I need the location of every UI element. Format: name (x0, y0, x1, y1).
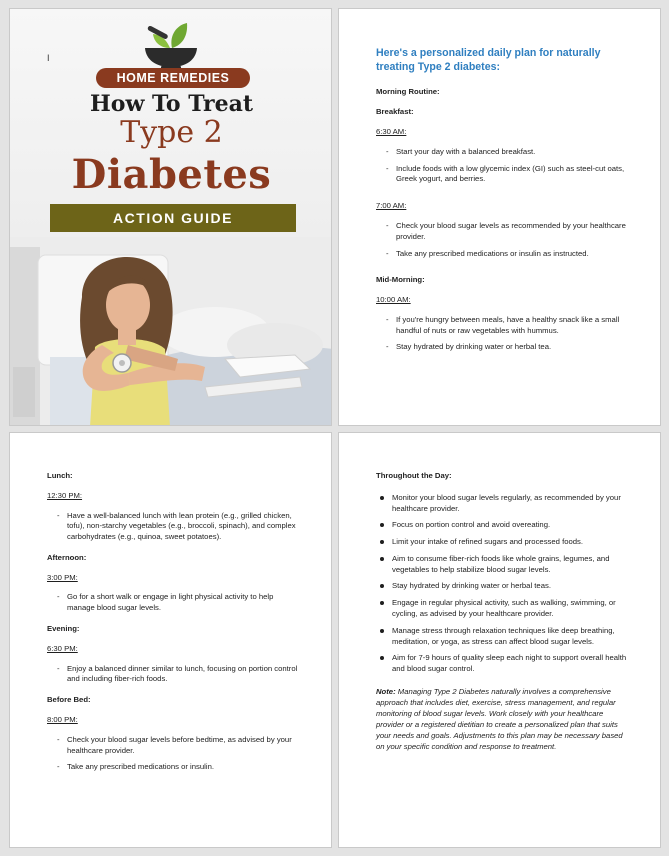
section-heading: Morning Routine: (376, 86, 440, 96)
section-heading: Afternoon: (47, 552, 87, 562)
list-item: - Check your blood sugar levels as recommended by your healthcare provider. (386, 221, 630, 243)
woman-glucose-monitor-illustration (10, 237, 332, 426)
plan-intro-heading: Here's a personalized daily plan for naturally treating Type 2 diabetes: (376, 47, 601, 73)
time-label: 6:30 PM: (47, 643, 78, 653)
list-item: - Stay hydrated by drinking water or herbal tea. (386, 342, 630, 353)
cover-title-line1: How To Treat (89, 91, 253, 117)
time-label: 3:00 PM: (47, 572, 78, 582)
action-guide-bar: ACTION GUIDE (50, 204, 296, 232)
note-paragraph (376, 687, 630, 753)
cover-page (9, 8, 332, 426)
section-heading: Evening: (47, 624, 80, 634)
list-item: - If you're hungry between meals, have a healthy snack like a small handful of nuts or raw vegetables with hummus. (386, 315, 630, 337)
time-label: 12:30 PM: (47, 490, 83, 500)
list-item: Monitor your blood sugar levels regularly, as recommended by your healthcare provider. (376, 493, 630, 515)
list-item: - Take any prescribed medications or insulin. (57, 762, 301, 773)
page-content (47, 471, 301, 783)
time-label: 8:00 PM: (47, 714, 78, 724)
time-label: 6:30 AM: (376, 127, 407, 137)
section-heading: Throughout the Day: (376, 471, 452, 480)
list-item: Limit your intake of refined sugars and processed foods. (376, 537, 630, 548)
list-item: - Check your blood sugar levels before bedtime, as advised by your healthcare provider. (57, 735, 301, 757)
item-list (386, 221, 630, 259)
note-text: Managing Type 2 Diabetes naturally involves a comprehensive approach that includes diet, exercise, stress management, and regular monitoring of blood sugar levels. Work closely with your healthcare provider or a registered dietitian to create a personalized plan that suits your needs and goals. Adjustments to this plan may be necessary based on your specific condition and response to treatment. (376, 686, 623, 751)
section-heading: Lunch: (47, 471, 73, 480)
daily-plan-page-3 (338, 432, 661, 848)
list-item: Aim to consume fiber-rich foods like whole grains, legumes, and vegetables to help stabilize blood sugar levels. (376, 554, 630, 576)
time-label: 10:00 AM: (376, 295, 411, 305)
list-item: - Take any prescribed medications or insulin as instructed. (386, 249, 630, 260)
item-list (57, 511, 301, 543)
list-item: - Start your day with a balanced breakfast. (386, 147, 630, 158)
daily-plan-page-1 (338, 8, 661, 426)
list-item: Focus on portion control and avoid overeating. (376, 520, 630, 531)
home-remedies-badge: HOME REMEDIES (96, 68, 250, 88)
list-item: Manage stress through relaxation techniques like deep breathing, meditation, or yoga, as stress can affect blood sugar levels. (376, 626, 630, 648)
text-cursor: I (47, 53, 50, 63)
list-item: Aim for 7-9 hours of quality sleep each night to support overall health and blood sugar control. (376, 653, 630, 675)
list-item: Stay hydrated by drinking water or herbal teas. (376, 581, 630, 592)
time-label: 7:00 AM: (376, 201, 407, 211)
section-heading: Before Bed: (47, 695, 91, 705)
item-list (57, 735, 301, 773)
note-label: Note: (376, 686, 396, 696)
cover-title-line2: Type 2 (120, 115, 223, 150)
list-item: - Have a well-balanced lunch with lean protein (e.g., grilled chicken, tofu), non-starchy vegetables (e.g., broccoli, spinach), and complex carbohydrates (e.g., quinoa, sweet potatoes). (57, 511, 301, 543)
cover-title-line3: Diabetes (71, 151, 272, 198)
list-item: Engage in regular physical activity, such as walking, swimming, or cycling, as advised by your healthcare provider. (376, 598, 630, 620)
item-list (57, 664, 301, 686)
page-content (376, 471, 630, 753)
page-content (376, 47, 630, 363)
bullet-list (376, 493, 630, 675)
list-item: - Enjoy a balanced dinner similar to lunch, focusing on portion control and including fiber-rich foods. (57, 664, 301, 686)
mortar-and-pestle-icon (141, 21, 201, 73)
item-list (386, 315, 630, 353)
item-list (57, 592, 301, 614)
list-item: - Go for a short walk or engage in light physical activity to help manage blood sugar levels. (57, 592, 301, 614)
item-list (386, 147, 630, 185)
section-heading: Breakfast: (376, 107, 414, 117)
list-item: - Include foods with a low glycemic index (GI) such as steel-cut oats, Greek yogurt, and berries. (386, 164, 630, 186)
section-heading: Mid-Morning: (376, 275, 425, 285)
daily-plan-page-2 (9, 432, 332, 848)
